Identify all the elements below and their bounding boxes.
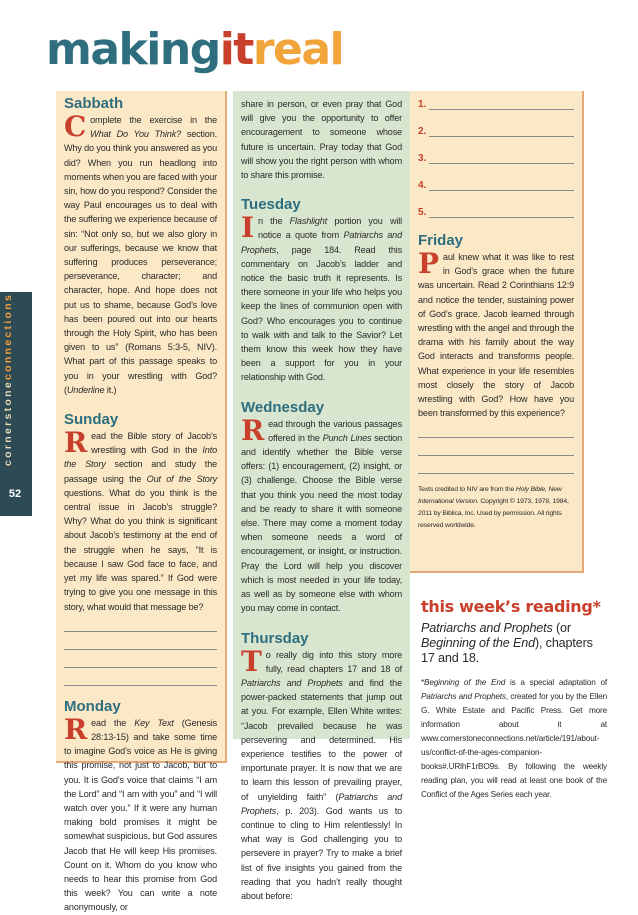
tuesday-text: In the Flashlight portion you will notice a quote from Patriarchs and Prophets, page 184. Read this commentary on Jacob’s ladder and notice the basic truth it represents. Is there someone in your life who helps you keep the lines of communion open with God? Who encourages you to continue to walk with and talk to the Savior? Let them know this week how they have been a support for you in your relationship with God. bbox=[241, 211, 402, 383]
answer-line[interactable] bbox=[429, 178, 574, 191]
sidebar-label: cornerstoneconnections bbox=[2, 292, 14, 466]
answer-line[interactable] bbox=[429, 97, 574, 110]
answer-lines[interactable] bbox=[418, 420, 574, 474]
column-left bbox=[56, 91, 227, 913]
friday-section bbox=[418, 232, 574, 532]
drop-cap: R bbox=[241, 413, 265, 447]
monday-continued-text: share in person, or even pray that God will give you the opportunity to offer encouragement to someone whose future is uncertain. Pray today that God will show you the right person with whom to share this promise. bbox=[241, 99, 402, 181]
monday-text: Read the Key Text (Genesis 28:13-15) and take some time to imagine God’s voice as He is giving this promise, not just to Jacob, but to you. It is God’s voice that claims “I am the Lord” and “I am with you” and “I will watch over you.” If it were any human making bold promises it might be somewhat suspicious, but God assures Jacob that He will keep His promises. Count on it. Whom do you know who needs to hear this promise from God this week? You can write a note anonymously, or bbox=[64, 712, 217, 913]
numbered-item[interactable]: 1. bbox=[418, 83, 574, 110]
sunday-heading: Sunday bbox=[64, 411, 119, 429]
thursday-section bbox=[241, 630, 402, 904]
drop-cap: T bbox=[241, 644, 262, 678]
wednesday-text: Read through the various passages offered in the Punch Lines section and identify whether the Bible verse offers: (1) encouragement, (2) insight, or (3) challenge. Choose the Bible verse that you think you need the most today and be ready to share it with someone else. There may come a moment today when someone needs a word of encouragement, or insight, or instruction. Pray the Lord will help you discover which is most needed in your life today, as well as by someone else with whom you may come in contact. bbox=[241, 413, 403, 614]
numbered-item[interactable]: 5. bbox=[418, 191, 574, 218]
sunday-text: Read the Bible story of Jacob’s wrestling with God in the Into the Story section and study the passage using the Out of the Story questions. What do you think is the central issue in Jacob’s struggle? Why? What do you think is significant about Jacob’s testimony at the end of the struggle when he says, “It is because I saw God face to face, and yet my life was spared.” If God were trying to give you one message in this story, what would that message be? bbox=[64, 426, 218, 612]
sabbath-section bbox=[64, 95, 217, 397]
reading-assignment: Patriarchs and Prophets (or Beginning of the End), chapters 17 and 18. bbox=[421, 621, 593, 665]
wednesday-heading: Wednesday bbox=[241, 398, 325, 416]
drop-cap: R bbox=[64, 712, 88, 746]
monday-heading: Monday bbox=[64, 697, 121, 715]
column-right bbox=[410, 91, 584, 573]
answer-line[interactable] bbox=[64, 632, 217, 650]
page-title: makingitreal bbox=[46, 24, 344, 75]
answer-line[interactable] bbox=[64, 668, 217, 686]
friday-heading: Friday bbox=[418, 232, 464, 249]
sunday-section bbox=[64, 411, 217, 686]
reading-note: *Beginning of the End is a special adaptation of Patriarchs and Prophets, created for you by the Ellen G. White Estate and Pacific Press. Get more information about it at www.cornerstoneconnections.net/article/191/about-us/conflict-of-the-ages-companion-books#.URlhF1rBO9s. By following the weekly reading plan, you will read at least one book of the Conflict of the Ages Series each year. bbox=[421, 678, 607, 799]
column-middle bbox=[233, 91, 410, 901]
sabbath-heading: Sabbath bbox=[64, 95, 124, 112]
answer-line[interactable] bbox=[64, 650, 217, 668]
wednesday-section bbox=[241, 399, 402, 616]
drop-cap: C bbox=[64, 110, 87, 143]
monday-section bbox=[64, 698, 217, 915]
drop-cap: I bbox=[241, 211, 254, 245]
answer-line[interactable] bbox=[64, 614, 217, 632]
thursday-text: To really dig into this story more fully, read chapters 17 and 18 of Patriarchs and Prophets and find the power-packed statements that jump out at you. For example, Ellen White writes: “Jacob prevailed because he was persevering and determined. His experience testifies to the power of importunate prayer. It is now that we are to learn this lesson of prevailing prayer, of unyielding faith” (Patriarchs and Prophets, p. 203). God wants us to continue to cling to Him relentlessly! In what way is God challenging you to persevere in prayer? Try to make a brief list of five insights you gained from the reading that you hadn’t really thought about before: bbox=[241, 644, 402, 901]
friday-text: Paul knew what it was like to rest in God’s grace when the future was uncertain. Read 2 Corinthians 12:9 and notice the tender, sustaining power of God’s grace. Jacob learned through wrestling with the angel and through the drama with his family about the way God interacts and transforms people. What experience in your life resembles most closely the story of Jacob wrestling with God? How have you been transformed by this experience? bbox=[418, 247, 574, 419]
sabbath-text: Complete the exercise in the What Do You Think? section. Why do you think you answered as you did? When you run headlong into moments when you are faced with your sin, how do you respond? Consider the way Paul encourages us to deal with the suffering we experience because of sin: “Not only so, but we also glory in our sufferings, because we know that suffering produces perseverance; perseverance, character; and character, hope. And hope does not put us to shame, because God’s love has been poured out into our hearts through the Holy Spirit, who has been given to us” (Romans 5:3-5, NIV). What part of this passage speaks to you in your wrestling with God? (Underline it.) bbox=[64, 110, 217, 395]
answer-line[interactable] bbox=[418, 438, 574, 456]
answer-line[interactable] bbox=[429, 151, 574, 164]
weekly-reading-box bbox=[421, 597, 607, 802]
answer-line[interactable] bbox=[418, 420, 574, 438]
page-number: 52 bbox=[8, 488, 22, 500]
answer-lines[interactable] bbox=[64, 614, 217, 686]
answer-line[interactable] bbox=[429, 124, 574, 137]
numbered-list bbox=[418, 83, 574, 218]
copyright-credit: Texts credited to NIV are from the Holy Bible, New International Version. Copyright © 1973, 1978, 1984, 2011 by Biblica, Inc. Used by permission. All rights reserved worldwide. bbox=[418, 486, 569, 530]
numbered-item[interactable]: 4. bbox=[418, 164, 574, 191]
numbered-item[interactable]: 2. bbox=[418, 110, 574, 137]
answer-line[interactable] bbox=[418, 456, 574, 474]
numbered-item[interactable]: 3. bbox=[418, 137, 574, 164]
drop-cap: P bbox=[418, 247, 439, 280]
reading-heading: this week’s reading* bbox=[421, 597, 601, 616]
drop-cap: R bbox=[64, 426, 88, 460]
tuesday-section bbox=[241, 196, 402, 384]
tuesday-heading: Tuesday bbox=[241, 196, 301, 214]
answer-line[interactable] bbox=[429, 205, 574, 218]
thursday-heading: Thursday bbox=[241, 629, 309, 647]
